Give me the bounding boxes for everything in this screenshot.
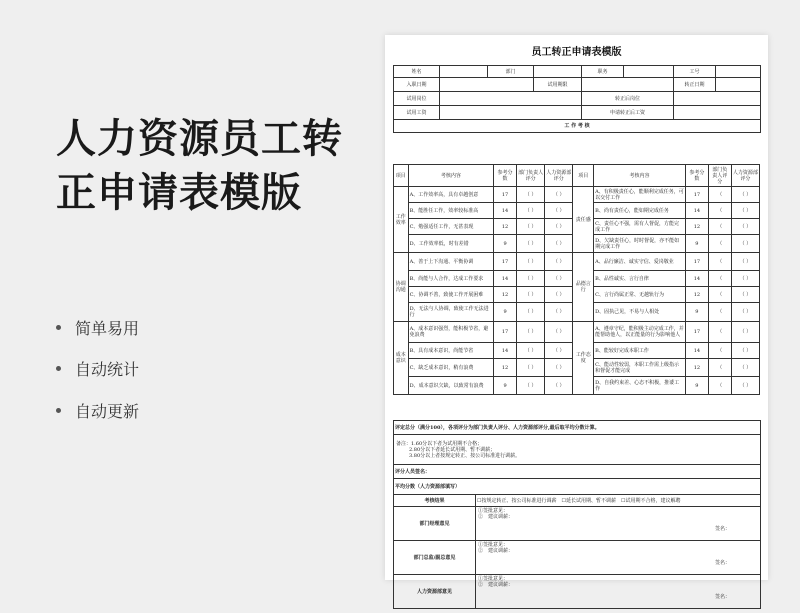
bullet-icon [56, 366, 61, 371]
col-mgr: 部门负责人评分 [708, 165, 731, 187]
manager-score[interactable]: （ [708, 271, 731, 287]
reference-score: 9 [494, 303, 517, 322]
feature-item [56, 357, 139, 380]
summary-table [393, 420, 761, 495]
hr-score[interactable]: （ ） [731, 235, 759, 253]
trial-post-label: 试用岗位 [394, 92, 440, 106]
manager-score[interactable]: （ [708, 203, 731, 219]
criterion-text: D、固执己见，不易与人相处 [594, 303, 686, 322]
criterion-text: C、缺乏成本意识，稍有浪费 [408, 359, 494, 377]
manager-score[interactable]: （ [708, 235, 731, 253]
criterion-text: A、善于上下沟通、平衡协调 [408, 253, 494, 271]
criterion-text: B、具有成本意识，尚能节省 [408, 343, 494, 359]
manager-score[interactable]: （ ） [517, 343, 545, 359]
manager-score[interactable]: （ ） [517, 359, 545, 377]
reference-score: 12 [685, 359, 708, 377]
approval-opinion-label: ①签批意见： [478, 508, 509, 514]
salary-after-label: 申请转正后工资 [582, 106, 674, 120]
post-after-label: 转正后岗位 [582, 92, 674, 106]
hr-score[interactable]: （ ） [545, 359, 573, 377]
col-hr: 人力资源部评分 [731, 165, 759, 187]
join-date-label: 入职日期 [394, 78, 440, 92]
promo-title-line2: 正申请表模版 [56, 170, 302, 216]
document-title: 员工转正申请表模版 [531, 47, 622, 58]
hr-score[interactable]: （ ） [545, 377, 573, 395]
criterion-text: D、无法与人协调，致使工作无法进行 [408, 303, 494, 322]
col-mgr: 部门负责人评分 [517, 165, 545, 187]
col-item: 项目 [573, 165, 594, 187]
criterion-text: C、协调不善，致使工作开展困难 [408, 287, 494, 303]
group-name: 工作态度 [573, 322, 594, 395]
eval-row [394, 322, 760, 343]
total-score-label: 评定总分（满分100），各项评分为部门负责人评分、人力资源部评分,最后取平均分数计算。 [394, 421, 761, 435]
reference-score: 17 [494, 253, 517, 271]
criterion-text: A、遵章守纪，能积极主动完成工作，并能帮助他人，以正能量的行为影响他人 [594, 322, 686, 343]
criterion-text: A、工作效率高，具有卓越创意 [408, 187, 494, 203]
manager-score[interactable]: （ [708, 303, 731, 322]
col-ref: 参考分数 [685, 165, 708, 187]
criterion-text: B、能胜任工作，效率较标准高 [408, 203, 494, 219]
manager-score[interactable]: （ ） [517, 303, 545, 322]
manager-score[interactable]: （ ） [517, 377, 545, 395]
reference-score: 17 [685, 253, 708, 271]
reference-score: 17 [494, 187, 517, 203]
approval-row [394, 541, 761, 575]
document-preview [385, 35, 768, 600]
reference-score: 12 [494, 359, 517, 377]
eval-row [394, 253, 760, 271]
info-table [393, 65, 761, 133]
regular-date-value[interactable] [716, 78, 761, 92]
approval-field[interactable] [476, 575, 761, 609]
id-label: 工号 [674, 66, 716, 78]
hr-score[interactable]: （ ） [731, 377, 759, 395]
criterion-text: D、欠缺责任心，时时督促，亦不能如期完成工作 [594, 235, 686, 253]
manager-score[interactable]: （ ） [517, 287, 545, 303]
reference-score: 9 [685, 303, 708, 322]
hr-score[interactable]: （ ） [545, 187, 573, 203]
signer-label: 评分人员签名： [394, 465, 761, 479]
reference-score: 14 [685, 271, 708, 287]
criterion-text: D、工作效率低，时有差错 [408, 235, 494, 253]
name-value[interactable] [440, 66, 488, 78]
hr-score[interactable]: （ ） [731, 219, 759, 235]
manager-score[interactable]: （ ） [517, 253, 545, 271]
hr-score[interactable]: （ ） [731, 303, 759, 322]
hr-score[interactable]: （ ） [545, 287, 573, 303]
manager-score[interactable]: （ ） [517, 219, 545, 235]
manager-score[interactable]: （ [708, 359, 731, 377]
manager-score[interactable]: （ [708, 253, 731, 271]
reference-score: 12 [494, 219, 517, 235]
reference-score: 14 [494, 271, 517, 287]
reference-score: 14 [494, 203, 517, 219]
id-value[interactable] [716, 66, 761, 78]
feature-item [56, 316, 139, 339]
manager-score[interactable]: （ ） [517, 203, 545, 219]
col-item: 项目 [394, 165, 409, 187]
reference-score: 14 [685, 343, 708, 359]
approval-opinion-label: ①签批意见： [478, 542, 509, 548]
reference-score: 12 [494, 287, 517, 303]
criterion-text: B、品性诚实、言行自律 [594, 271, 686, 287]
hr-score[interactable]: （ ） [731, 271, 759, 287]
col-content: 考核内容 [408, 165, 494, 187]
hr-score[interactable]: （ ） [545, 253, 573, 271]
approval-field[interactable] [476, 507, 761, 541]
reference-score: 17 [685, 187, 708, 203]
hr-score[interactable]: （ ） [545, 219, 573, 235]
reference-score: 12 [685, 287, 708, 303]
hr-score[interactable]: （ ） [731, 322, 759, 343]
approval-sign-label: 签名： [714, 560, 730, 566]
group-name: 品德言行 [573, 253, 594, 322]
reference-score: 9 [685, 235, 708, 253]
criterion-text: D、成本意识欠缺，以致常有浪费 [408, 377, 494, 395]
feature-item [56, 399, 139, 422]
group-name: 责任感 [573, 187, 594, 253]
criterion-text: C、勉强适任工作，无甚表现 [408, 219, 494, 235]
criterion-text: B、尚能与人合作，达成工作要求 [408, 271, 494, 287]
manager-score[interactable]: （ [708, 377, 731, 395]
manager-score[interactable]: （ [708, 287, 731, 303]
evaluation-table [393, 164, 760, 395]
manager-score[interactable]: （ ） [517, 322, 545, 343]
salary-after-value[interactable] [674, 106, 761, 120]
approval-row [394, 575, 761, 609]
hr-score[interactable]: （ ） [545, 235, 573, 253]
hr-score[interactable]: （ ） [545, 203, 573, 219]
reference-score: 9 [494, 235, 517, 253]
reference-score: 14 [685, 203, 708, 219]
col-content: 考核内容 [594, 165, 686, 187]
approval-sign-label: 签名： [714, 594, 730, 600]
approval-label: 人力资源部意见 [394, 575, 476, 609]
manager-score[interactable]: （ [708, 187, 731, 203]
bullet-icon [56, 408, 61, 413]
criterion-text: D、自我约束差、心态不积极，推诿工作 [594, 377, 686, 395]
post-after-value[interactable] [674, 92, 761, 106]
position-value[interactable] [624, 66, 674, 78]
promo-title [56, 112, 343, 220]
probation-label: 试用期限 [534, 78, 582, 92]
feature-label: 自动更新 [75, 402, 140, 421]
approval-table [393, 494, 761, 609]
hr-score[interactable]: （ ） [545, 303, 573, 322]
criterion-text: A、品行廉洁、诚实守信、爱岗敬业 [594, 253, 686, 271]
criterion-text: A、成本意识强烈，能积极节省，避免浪费 [408, 322, 494, 343]
group-name: 工作效率 [394, 187, 409, 253]
reference-score: 14 [494, 343, 517, 359]
criterion-text: A、有积极责任心，能顺利完成任务，可以交付工作 [595, 188, 684, 201]
promo-panel [0, 0, 380, 613]
result-label: 考核结果 [394, 495, 476, 507]
hr-score[interactable]: （ ） [545, 322, 573, 343]
bullet-icon [56, 325, 61, 330]
promo-title-line1: 人力资源员工转 [56, 116, 343, 162]
note-line: 备注：1.60分以下者为试用期不合格； [396, 440, 483, 447]
criterion-text: C、言行尚属正常、无越轨行为 [594, 287, 686, 303]
feature-label: 简单易用 [75, 319, 140, 338]
probation-value[interactable] [582, 78, 674, 92]
manager-score[interactable]: （ ） [517, 187, 545, 203]
notes-cell [394, 435, 761, 465]
manager-score[interactable]: （ ） [517, 271, 545, 287]
regular-date-label: 转正日期 [674, 78, 716, 92]
group-name: 成本意识 [394, 322, 409, 395]
note-line: 2.80分以下者延长试用期、暂不调薪； [409, 446, 496, 453]
approval-row [394, 507, 761, 541]
feature-label: 自动统计 [75, 360, 140, 379]
dept-label: 部门 [488, 66, 534, 78]
position-label: 职务 [582, 66, 624, 78]
hr-score[interactable]: （ ） [731, 343, 759, 359]
criterion-text: C、责任心不强，需有人督促，方能完成工作 [594, 219, 686, 235]
reference-score: 17 [685, 322, 708, 343]
trial-post-value[interactable] [440, 92, 582, 106]
criterion-text: C、能动性较弱，本职工作需上级指示和督促才能完成 [594, 359, 686, 377]
result-options[interactable]: ☐按规定转正、按公司标准进行调薪 ☐延长试用期、暂不调薪 ☐试用期不合格，建议解聘 [476, 495, 761, 507]
hr-score[interactable]: （ ） [545, 271, 573, 287]
criterion-text: B、尚有责任心，能如期完成任务 [594, 203, 686, 219]
hr-score[interactable]: （ ） [545, 343, 573, 359]
approval-field[interactable] [476, 541, 761, 575]
eval-header: 工 作 考 核 [394, 120, 761, 133]
approval-salary-label: ② 建议调薪： [478, 548, 514, 554]
reference-score: 9 [494, 377, 517, 395]
hr-score[interactable]: （ ） [731, 253, 759, 271]
approval-sign-label: 签名： [714, 526, 730, 532]
criterion-text: B、能较好完成本职工作 [594, 343, 686, 359]
manager-score[interactable]: （ ） [517, 235, 545, 253]
approval-opinion-label: ①签批意见： [478, 576, 509, 582]
approval-salary-label: ② 建议调薪： [478, 514, 514, 520]
approval-label: 部门总监/副总意见 [394, 541, 476, 575]
approval-salary-label: ② 建议调薪： [478, 582, 514, 588]
average-score-label: 平均分数（人力资源部填写） [394, 479, 761, 495]
dept-value[interactable] [534, 66, 582, 78]
hr-score[interactable]: （ ） [731, 359, 759, 377]
manager-score[interactable]: （ [708, 219, 731, 235]
approval-label: 部门经理意见 [394, 507, 476, 541]
group-name: 协调沟通 [394, 253, 409, 322]
reference-score: 12 [685, 219, 708, 235]
hr-score[interactable]: （ ） [731, 203, 759, 219]
name-label: 姓名 [394, 66, 440, 78]
hr-score[interactable]: （ ） [731, 287, 759, 303]
trial-salary-value[interactable] [440, 106, 582, 120]
manager-score[interactable]: （ [708, 343, 731, 359]
trial-salary-label: 试用工资 [394, 106, 440, 120]
join-date-value[interactable] [440, 78, 534, 92]
reference-score: 17 [494, 322, 517, 343]
col-ref: 参考分数 [494, 165, 517, 187]
reference-score: 9 [685, 377, 708, 395]
manager-score[interactable]: （ [708, 322, 731, 343]
col-hr: 人力资源部评分 [545, 165, 573, 187]
hr-score[interactable]: （ ） [731, 187, 759, 203]
note-line: 3.80分以上者按规定转正、按公司标准进行调薪。 [409, 452, 521, 459]
eval-row [394, 187, 760, 203]
